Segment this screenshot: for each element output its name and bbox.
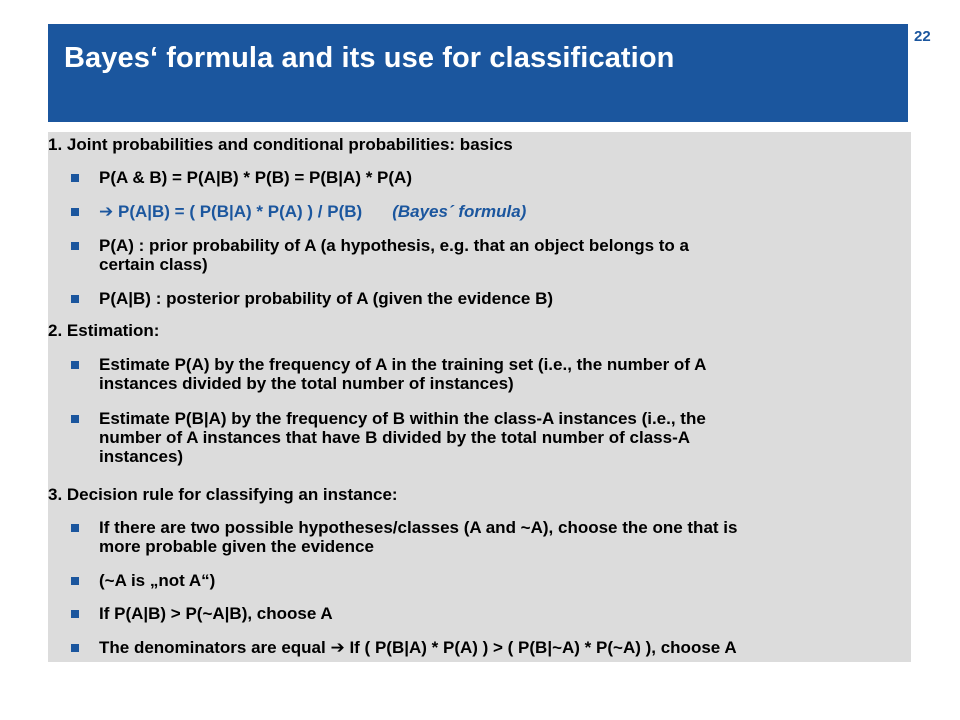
section-3-heading: 3. Decision rule for classifying an instance: [48, 485, 398, 504]
denominator-text: The denominators are equal [99, 638, 326, 657]
right-arrow-icon: ➔ [99, 202, 114, 222]
section-3-item-2: (~A is „not A“) [99, 571, 216, 590]
section-2-item-1: Estimate P(A) by the frequency of A in the training set (i.e., the number of A instances divided by the total number of instances) [99, 355, 707, 393]
bayes-formula-note: (Bayes´ formula) [392, 202, 527, 221]
bayes-formula: P(A|B) = ( P(B|A) * P(A) ) / P(B) [117, 202, 363, 221]
right-arrow-icon: ➔ [330, 638, 345, 658]
section-2-item-2: Estimate P(B|A) by the frequency of B within the class-A instances (i.e., the number of A instances that have B divided by the total number of class-A instances) [99, 409, 706, 466]
bullet-marker [71, 610, 79, 618]
section-3-item-1: If there are two possible hypotheses/classes (A and ~A), choose the one that is more probable given the evidence [99, 518, 738, 556]
content-panel [48, 132, 911, 662]
bullet-marker [71, 577, 79, 585]
slide-title: Bayes‘ formula and its use for classification [64, 42, 675, 74]
section-3-item-4 [99, 638, 909, 658]
bullet-marker [71, 524, 79, 532]
section-1-heading: 1. Joint probabilities and conditional probabilities: basics [48, 135, 513, 154]
bullet-marker [71, 208, 79, 216]
bullet-marker [71, 295, 79, 303]
bullet-marker [71, 174, 79, 182]
section-2-heading: 2. Estimation: [48, 321, 160, 340]
section-1-item-2 [99, 202, 909, 222]
bullet-marker [71, 242, 79, 250]
bullet-marker [71, 415, 79, 423]
section-1-item-1: P(A & B) = P(A|B) * P(B) = P(B|A) * P(A) [99, 168, 412, 187]
bullet-marker [71, 644, 79, 652]
page-number: 22 [914, 28, 931, 45]
section-3-item-3: If P(A|B) > P(~A|B), choose A [99, 604, 333, 623]
bullet-marker [71, 361, 79, 369]
decision-rule-formula: If ( P(B|A) * P(A) ) > ( P(B|~A) * P(~A) ), choose A [349, 638, 737, 657]
section-1-item-4: P(A|B) : posterior probability of A (given the evidence B) [99, 289, 554, 308]
section-1-item-3: P(A) : prior probability of A (a hypothesis, e.g. that an object belongs to a certain class) [99, 236, 689, 274]
title-bar [48, 24, 908, 122]
